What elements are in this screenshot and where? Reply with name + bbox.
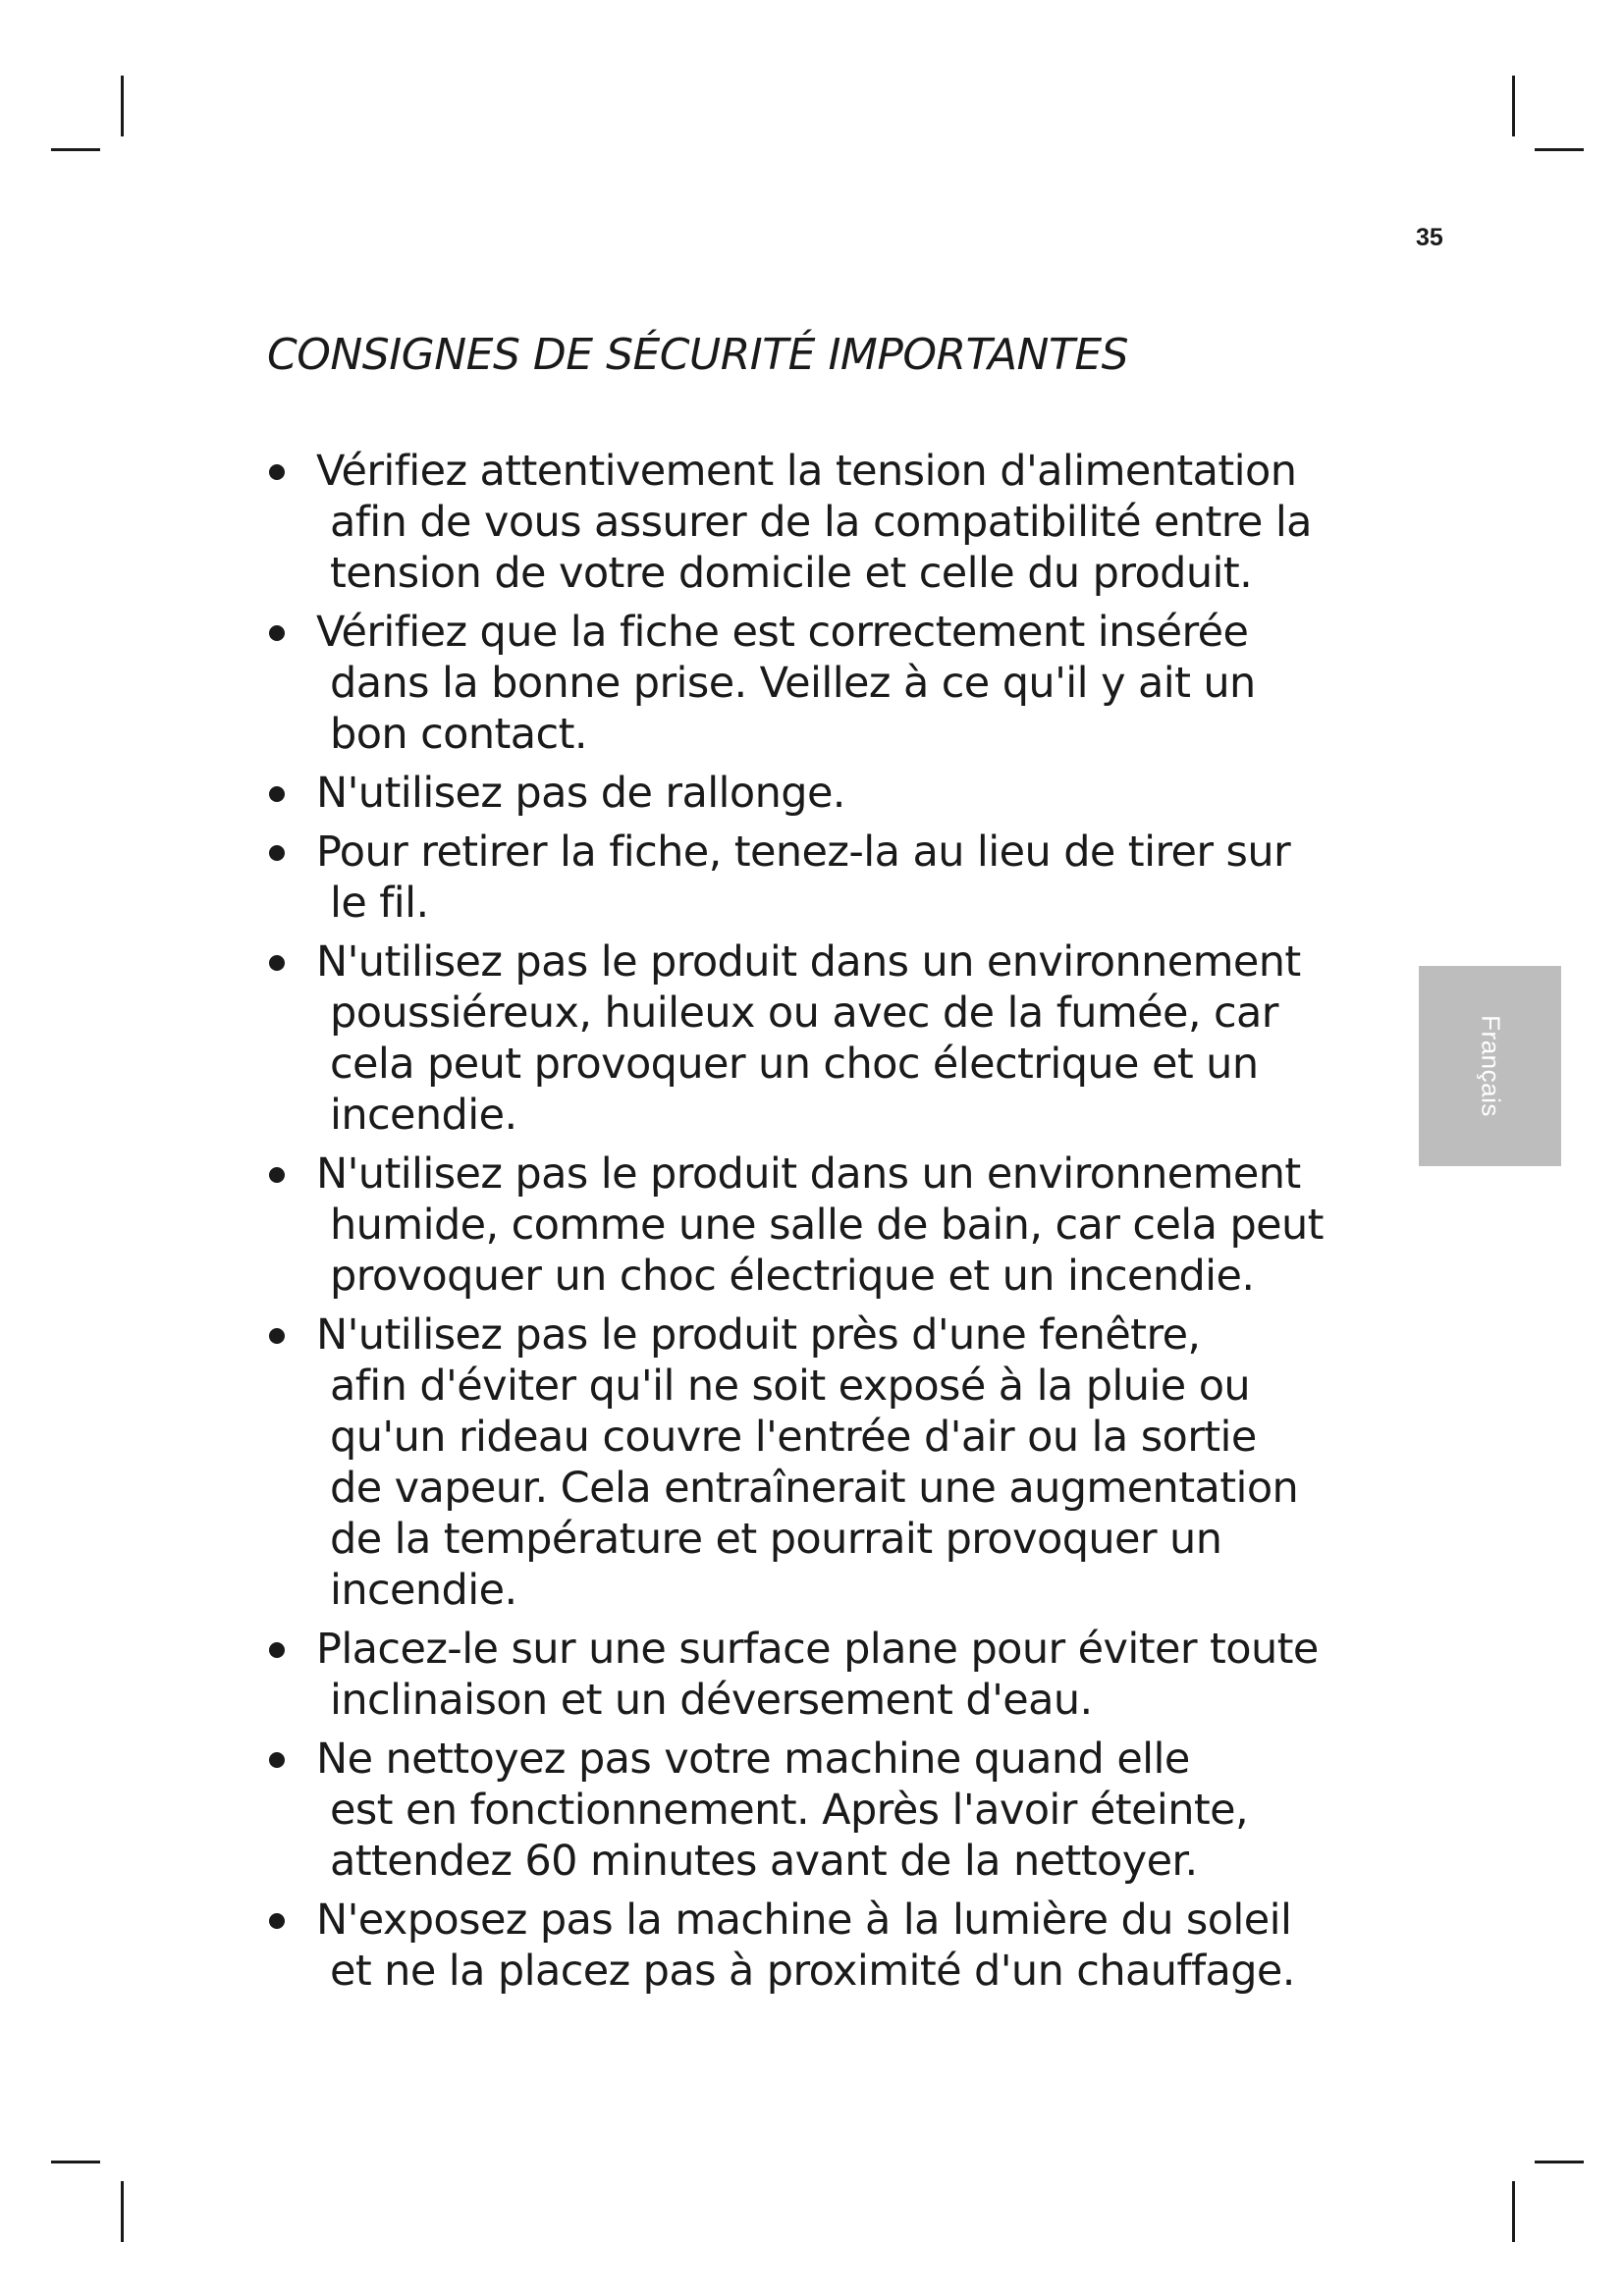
crop-mark-bottom-right-vertical	[1512, 2181, 1515, 2242]
safety-item-line: N'utilisez pas le produit près d'une fenêtre,	[316, 1310, 1201, 1360]
safety-item	[265, 827, 1365, 929]
safety-item-line: et ne la placez pas à proximité d'un chauffage.	[330, 1947, 1295, 1996]
crop-mark-bottom-right-horizontal	[1535, 2161, 1584, 2163]
safety-item-line: de la température et pourrait provoquer un	[330, 1515, 1222, 1564]
safety-item-line: Ne nettoyez pas votre machine quand elle	[316, 1735, 1190, 1784]
safety-item-line: afin de vous assurer de la compatibilité entre la	[330, 498, 1312, 547]
safety-item-line: humide, comme une salle de bain, car cela peut	[330, 1201, 1324, 1250]
safety-item	[265, 1309, 1365, 1616]
safety-item-line: N'utilisez pas le produit dans un environnement	[316, 1149, 1301, 1199]
safety-item	[265, 1734, 1365, 1887]
safety-item	[265, 1148, 1365, 1302]
bullet-icon	[269, 1167, 285, 1183]
crop-mark-bottom-left-horizontal	[51, 2161, 100, 2163]
bullet-icon	[269, 464, 285, 480]
crop-mark-top-left-horizontal	[51, 148, 100, 151]
bullet-icon	[269, 1752, 285, 1768]
safety-item-line: Placez-le sur une surface plane pour éviter toute	[316, 1625, 1319, 1674]
safety-item	[265, 768, 1365, 819]
safety-item-line: inclinaison et un déversement d'eau.	[330, 1676, 1093, 1725]
safety-item-line: le fil.	[330, 879, 429, 928]
safety-item	[265, 446, 1365, 599]
safety-item	[265, 1895, 1365, 1997]
safety-item-line: bon contact.	[330, 710, 587, 759]
safety-item-line: N'exposez pas la machine à la lumière du soleil	[316, 1896, 1292, 1945]
bullet-icon	[269, 845, 285, 861]
safety-item-line: N'utilisez pas le produit dans un environnement	[316, 937, 1301, 987]
safety-item-line: incendie.	[330, 1566, 517, 1615]
safety-item	[265, 1624, 1365, 1726]
safety-item	[265, 607, 1365, 760]
crop-mark-top-right-horizontal	[1535, 148, 1584, 151]
safety-item-line: Pour retirer la fiche, tenez-la au lieu de tirer sur	[316, 828, 1291, 877]
safety-item-line: Vérifiez que la fiche est correctement insérée	[316, 608, 1249, 657]
crop-mark-top-left-vertical	[121, 76, 124, 136]
bullet-icon	[269, 955, 285, 971]
safety-item-line: incendie.	[330, 1091, 517, 1140]
crop-mark-top-right-vertical	[1512, 76, 1515, 136]
bullet-icon	[269, 1642, 285, 1658]
safety-item-line: attendez 60 minutes avant de la nettoyer.	[330, 1837, 1198, 1886]
section-title: CONSIGNES DE SÉCURITÉ IMPORTANTES	[267, 330, 1129, 380]
language-tab	[1419, 966, 1561, 1166]
safety-item-line: cela peut provoquer un choc électrique et un	[330, 1040, 1259, 1089]
safety-item-line: tension de votre domicile et celle du produit.	[330, 549, 1253, 598]
safety-item-line: afin d'éviter qu'il ne soit exposé à la pluie ou	[330, 1362, 1251, 1411]
safety-item-line: Vérifiez attentivement la tension d'alimentation	[316, 447, 1297, 496]
safety-item-line: poussiéreux, huileux ou avec de la fumée, car	[330, 988, 1278, 1038]
bullet-icon	[269, 625, 285, 641]
safety-instructions-list	[265, 446, 1365, 2004]
safety-item-line: N'utilisez pas de rallonge.	[316, 769, 845, 818]
bullet-icon	[269, 786, 285, 802]
bullet-icon	[269, 1328, 285, 1344]
page-number: 35	[1416, 224, 1443, 251]
safety-item-line: de vapeur. Cela entraînerait une augmentation	[330, 1464, 1299, 1513]
safety-item-line: provoquer un choc électrique et un incendie.	[330, 1252, 1255, 1301]
safety-item	[265, 936, 1365, 1141]
safety-item-line: qu'un rideau couvre l'entrée d'air ou la sortie	[330, 1413, 1257, 1462]
bullet-icon	[269, 1913, 285, 1929]
safety-item-line: est en fonctionnement. Après l'avoir éteinte,	[330, 1786, 1249, 1835]
language-tab-label: Français	[1476, 1015, 1505, 1117]
safety-item-line: dans la bonne prise. Veillez à ce qu'il y ait un	[330, 659, 1256, 708]
crop-mark-bottom-left-vertical	[121, 2181, 124, 2242]
